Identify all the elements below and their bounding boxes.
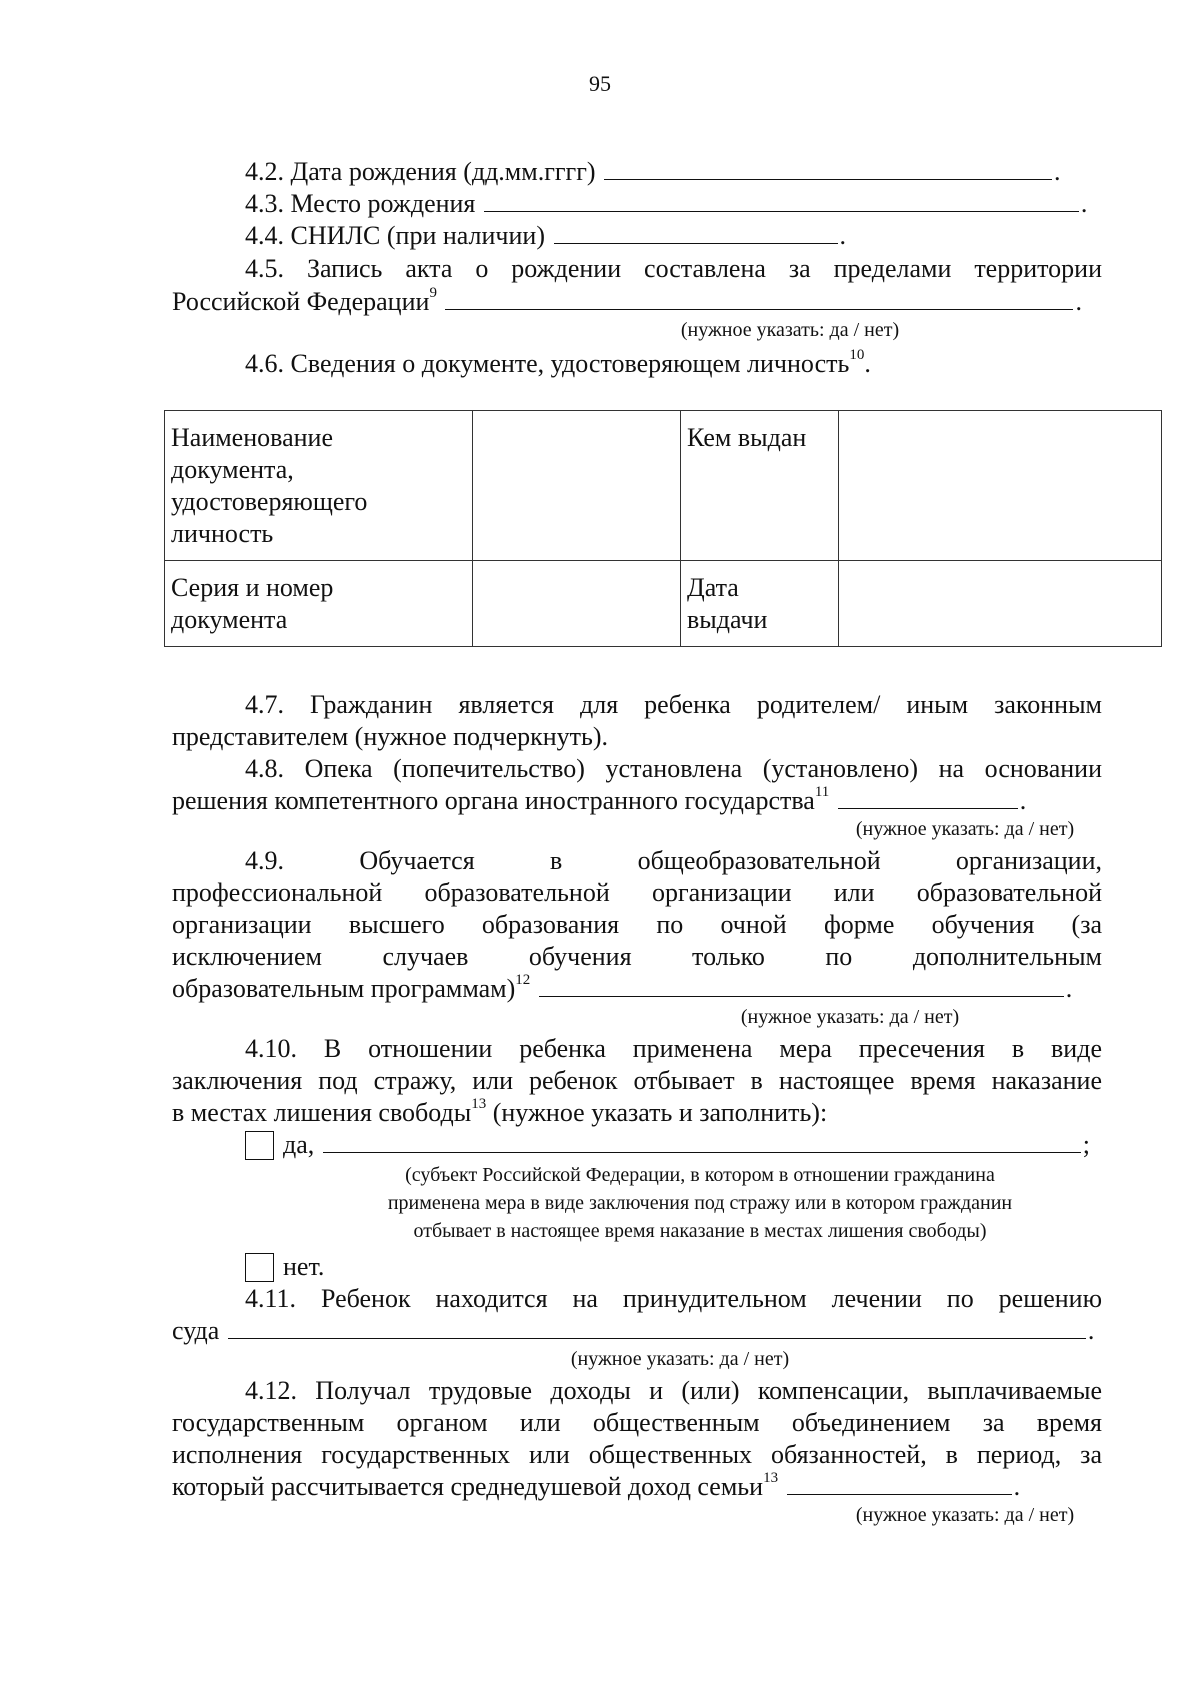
- issued-by-label-cell: Кем выдан: [681, 411, 839, 561]
- item-4-11-line2: суда .: [172, 1316, 1095, 1345]
- item-4-7-line2: представителем (нужное подчеркнуть).: [172, 722, 609, 751]
- footnote-ref: 13: [763, 1470, 779, 1487]
- series-number-value-cell[interactable]: [473, 561, 681, 647]
- abroad-record-blank[interactable]: [445, 287, 1073, 310]
- hint-yes-no: (нужное указать: да / нет): [855, 1504, 1075, 1526]
- item-4-8-line1: 4.8. Опека (попечительство) установлена (установлено) на основании: [245, 754, 1102, 783]
- footnote-ref: 11: [814, 784, 830, 801]
- item-4-12-line4: который рассчитывается среднедушевой доход семьи$^{13}$ .: [172, 1470, 1021, 1501]
- item-4-9-line3: организации высшего образования по очной форме обучения (за: [172, 910, 1102, 939]
- hint-yes-no: (нужное указать: да / нет): [855, 818, 1075, 840]
- item-4-10-line2: заключения под стражу, или ребенок отбывает в настоящее время наказание: [172, 1066, 1102, 1095]
- hint-region-line1: (субъект Российской Федерации, в котором в отношении гражданина: [405, 1164, 995, 1186]
- birth-place-blank[interactable]: [484, 189, 1079, 212]
- education-blank[interactable]: [539, 974, 1064, 997]
- field-label: 4.3. Место рождения: [245, 189, 476, 218]
- hint-yes-no: (нужное указать: да / нет): [740, 1006, 960, 1028]
- compulsory-treatment-blank[interactable]: [228, 1316, 1086, 1339]
- yes-checkbox[interactable]: [245, 1131, 274, 1160]
- option-yes-label: да,: [283, 1130, 315, 1159]
- hint-region-line3: отбывает в настоящее время наказание в местах лишения свободы): [413, 1220, 987, 1242]
- item-4-9-line5: образовательным программам)$^{12}$ .: [172, 972, 1073, 1003]
- item-4-6: 4.6. Сведения о документе, удостоверяющем личность$^{10}$.: [245, 347, 871, 378]
- snils-blank[interactable]: [554, 221, 838, 244]
- item-4-7-line1: 4.7. Гражданин является для ребенка родителем/ иным законным: [245, 690, 1102, 719]
- item-4-12-line2: государственным органом или общественным объединением за время: [172, 1408, 1102, 1437]
- income-blank[interactable]: [787, 1472, 1012, 1495]
- item-4-12-line1: 4.12. Получал трудовые доходы и (или) компенсации, выплачиваемые: [245, 1376, 1102, 1405]
- issue-date-value-cell[interactable]: [839, 561, 1162, 647]
- guardianship-blank[interactable]: [838, 786, 1018, 809]
- birth-date-blank[interactable]: [604, 157, 1052, 180]
- identity-document-table: [164, 410, 1162, 647]
- footnote-ref: 10: [849, 347, 865, 364]
- field-snils: 4.4. СНИЛС (при наличии) .: [245, 221, 846, 250]
- table-row: [165, 561, 1162, 647]
- item-4-5-line1: 4.5. Запись акта о рождении составлена за пределами территории: [245, 254, 1102, 283]
- field-birth-place: 4.3. Место рождения .: [245, 189, 1088, 218]
- no-checkbox[interactable]: [245, 1253, 274, 1282]
- field-label: 4.4. СНИЛС (при наличии): [245, 221, 545, 250]
- table-row: [165, 411, 1162, 561]
- field-birth-date: 4.2. Дата рождения (дд.мм.гггг) .: [245, 157, 1061, 186]
- item-4-9-line2: профессиональной образовательной организации или образовательной: [172, 878, 1102, 907]
- item-4-8-line2: решения компетентного органа иностранного государства$^{11}$ .: [172, 784, 1027, 815]
- item-4-10-line3: в местах лишения свободы$^{13}$ (нужное указать и заполнить):: [172, 1096, 828, 1127]
- field-label: 4.2. Дата рождения (дд.мм.гггг): [245, 157, 596, 186]
- footnote-ref: 12: [515, 972, 531, 989]
- item-4-9-line4: исключением случаев обучения только по дополнительным: [172, 942, 1102, 971]
- issued-by-value-cell[interactable]: [839, 411, 1162, 561]
- hint-yes-no: (нужное указать: да / нет): [680, 319, 900, 341]
- custody-region-blank[interactable]: [323, 1130, 1081, 1153]
- item-4-11-line1: 4.11. Ребенок находится на принудительном лечении по решению: [245, 1284, 1102, 1313]
- item-4-5-line2: Российской Федерации$^9$ .: [172, 285, 1082, 316]
- item-4-9-line1: 4.9. Обучается в общеобразовательной организации,: [245, 846, 1102, 875]
- footnote-ref: 9: [429, 285, 437, 302]
- doc-name-value-cell[interactable]: [473, 411, 681, 561]
- option-yes-row: да, ;: [283, 1130, 1091, 1159]
- doc-name-label-cell: Наименование документа, удостоверяющего личность: [165, 411, 473, 561]
- hint-region-line2: применена мера в виде заключения под стражу или в котором гражданин: [387, 1192, 1013, 1214]
- item-4-10-line1: 4.10. В отношении ребенка применена мера пресечения в виде: [245, 1034, 1102, 1063]
- footnote-ref: 13: [471, 1096, 487, 1113]
- option-no-label: нет.: [283, 1252, 325, 1281]
- hint-yes-no: (нужное указать: да / нет): [570, 1348, 790, 1370]
- series-number-label-cell: Серия и номер документа: [165, 561, 473, 647]
- item-4-12-line3: исполнения государственных или общественных обязанностей, в период, за: [172, 1440, 1102, 1469]
- page-number: 95: [589, 71, 611, 96]
- issue-date-label-cell: Дата выдачи: [681, 561, 839, 647]
